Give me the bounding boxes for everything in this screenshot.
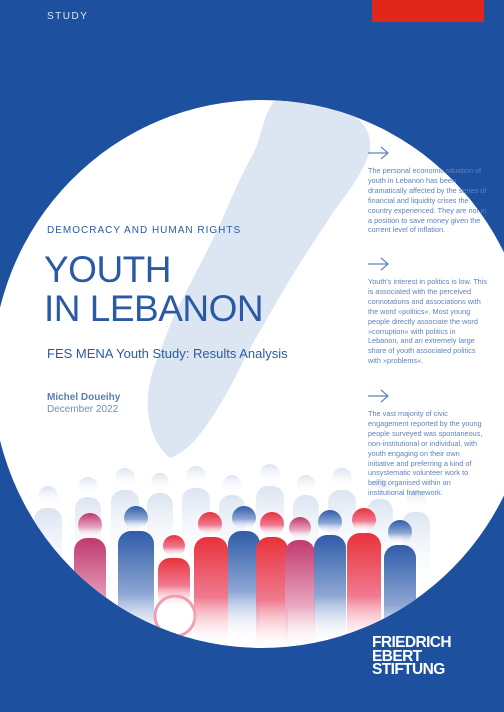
publication-date: December 2022: [47, 404, 119, 415]
logo-line-1: FRIEDRICH: [372, 634, 451, 651]
fes-logo: [372, 636, 451, 677]
report-subtitle: FES MENA Youth Study: Results Analysis: [47, 346, 288, 361]
author-name: Michel Doueihy: [47, 392, 121, 403]
report-title: [44, 250, 263, 328]
title-line-2: IN LEBANON: [44, 288, 264, 329]
finding-2: Youth's interest in politics is low. This is associated with the perceived connotations and associations with the word »politics«. Most young people directly associate the word »corruption« with politics in Lebanon, and an extremely large share of youth associated politics with »problems«.: [368, 277, 488, 366]
logo-line-3: STIFTUNG: [372, 661, 445, 678]
arrow-right-icon: [368, 257, 390, 271]
study-label: STUDY: [47, 11, 89, 22]
topic-kicker: DEMOCRACY AND HUMAN RIGHTS: [47, 225, 242, 236]
arrow-right-icon: [368, 146, 390, 160]
logo-line-2: EBERT: [372, 647, 422, 665]
finding-1: The personal economic situation of youth in Lebanon has been dramatically affected by the series of financial and liquidity crises the country experienced. They are not in a position to save money given the current level of inflation.: [368, 166, 487, 235]
arrow-right-icon: [368, 389, 390, 403]
title-line-1: YOUTH: [44, 249, 171, 290]
finding-3: The vast majority of civic engagement reported by the young people surveyed was spontaneous, non-institutional or individual, with youth engaging on their own initiative and preferring a kind of unsystematic volunteer work to being organised within an institutional framework.: [368, 409, 483, 498]
